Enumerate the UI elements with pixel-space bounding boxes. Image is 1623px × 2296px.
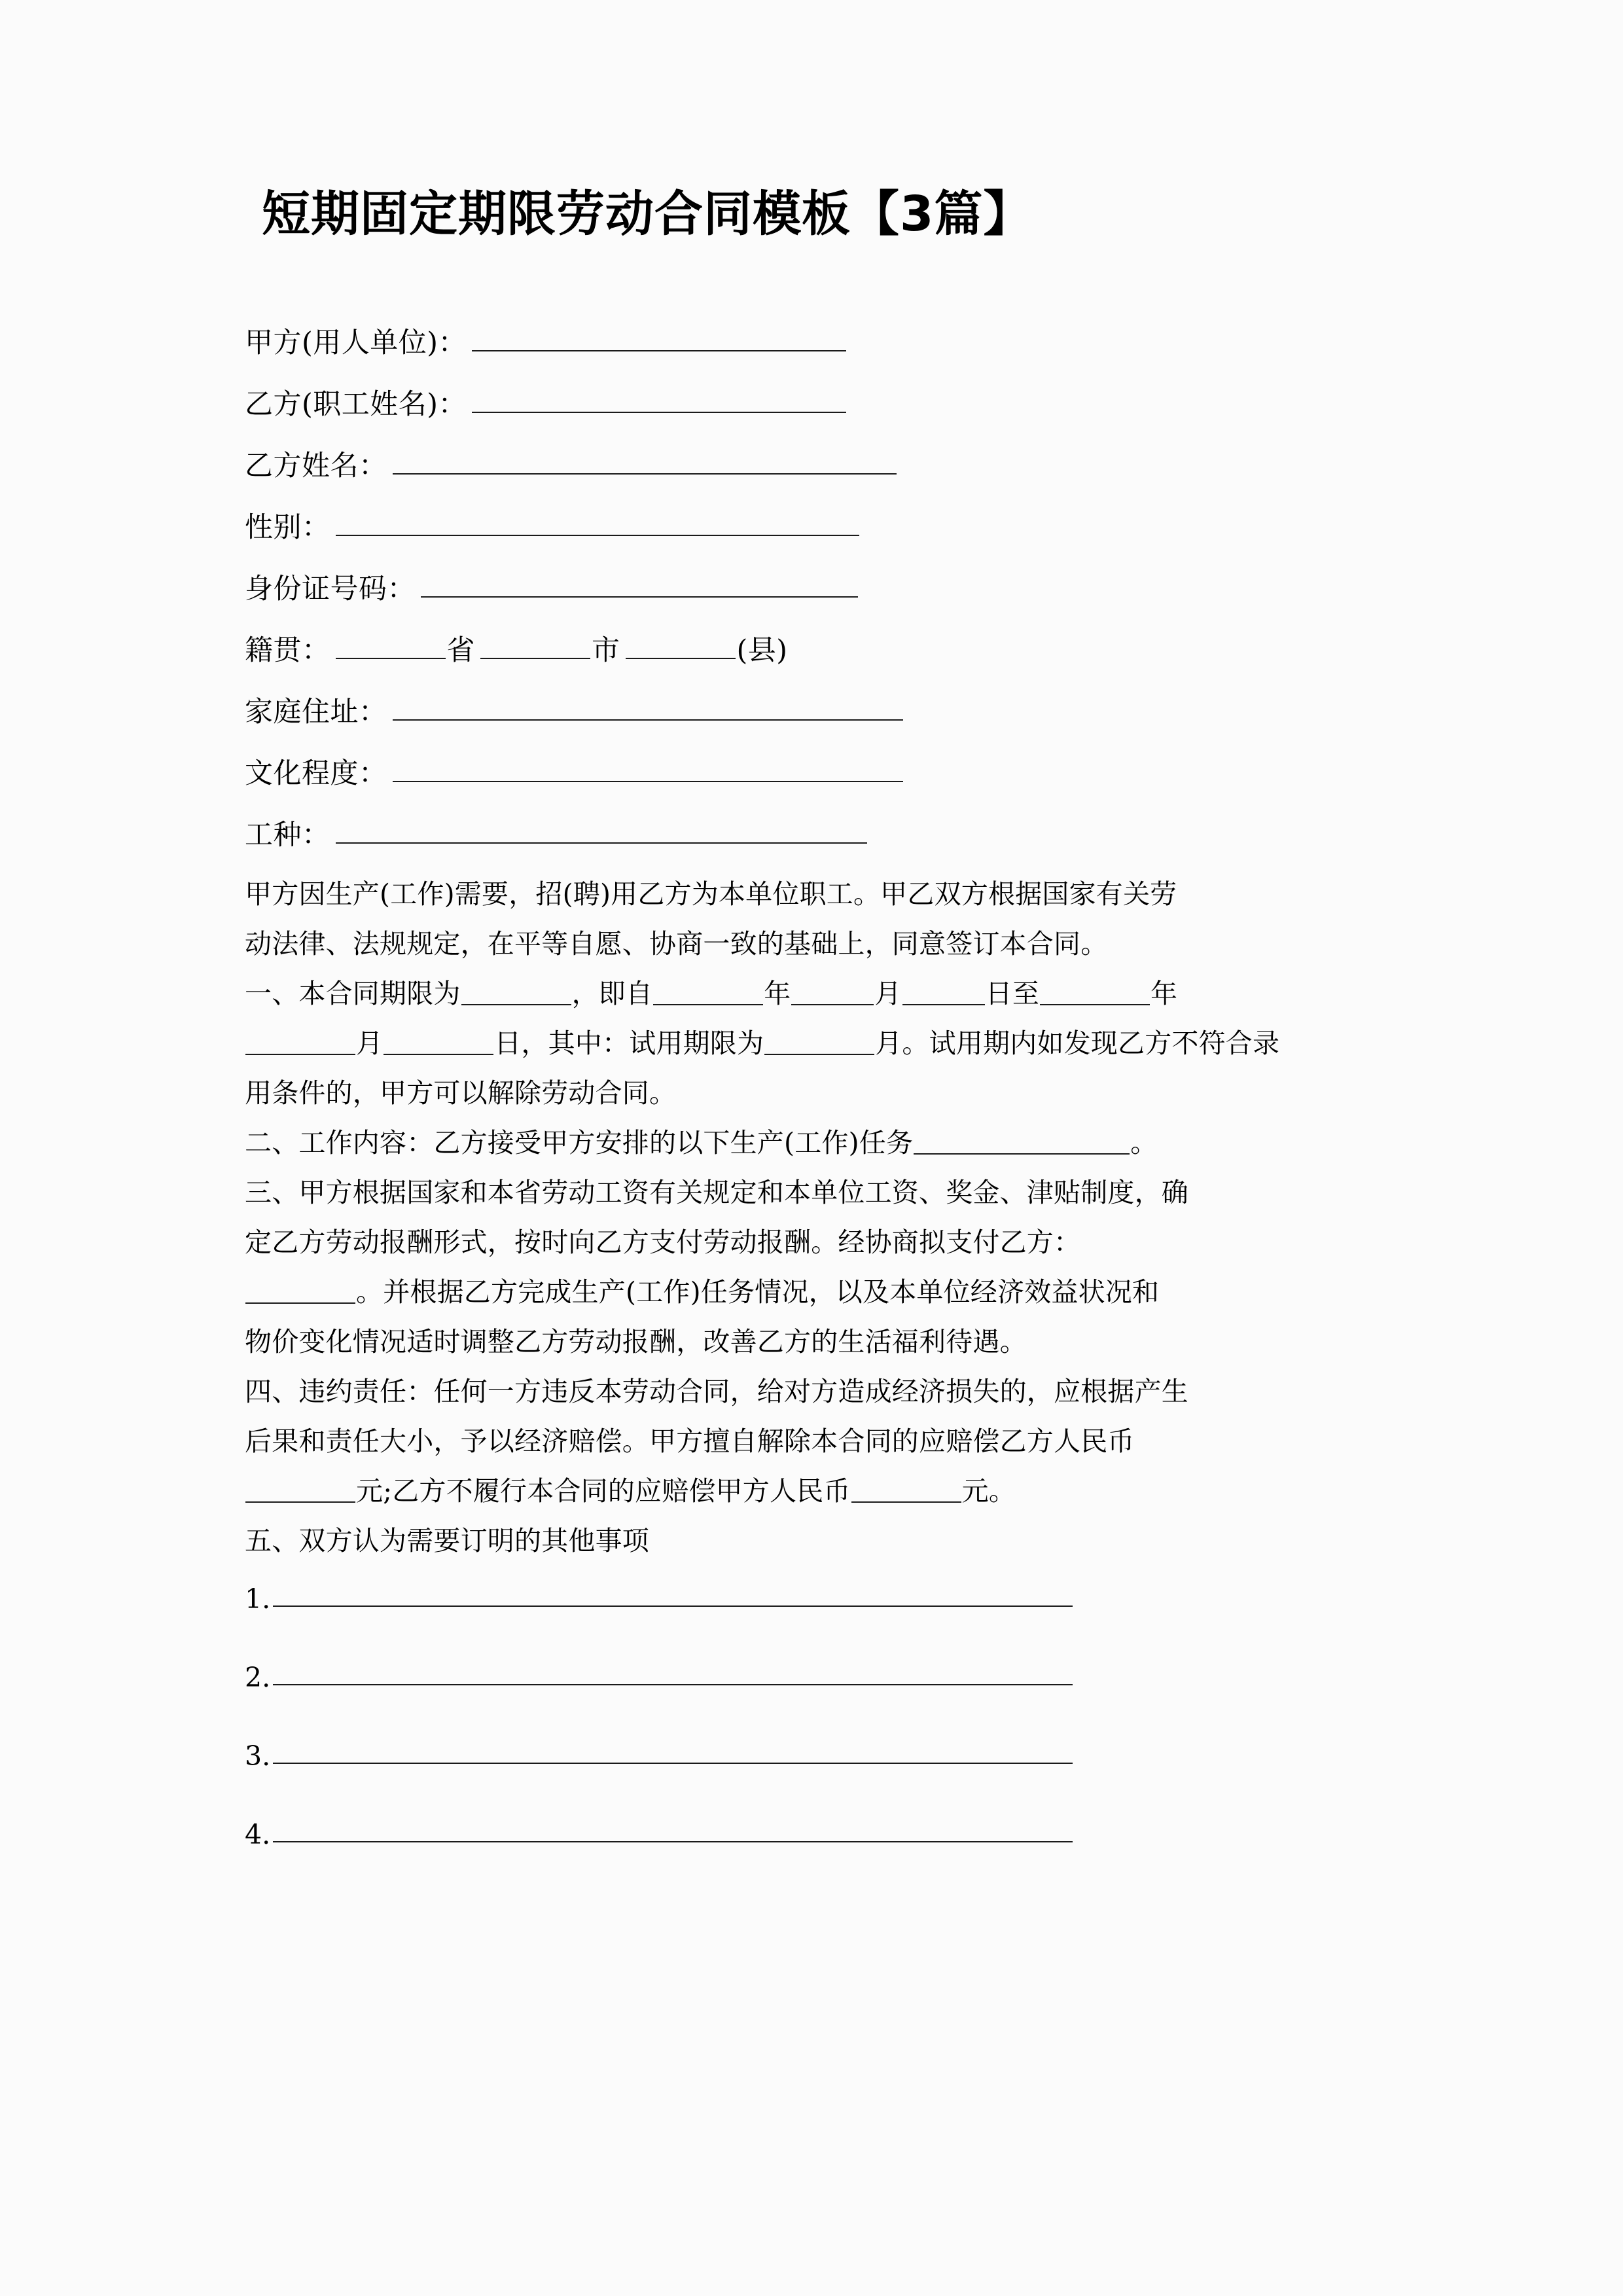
other-items-list [243, 1575, 1395, 1851]
field-blank-employee-name[interactable] [393, 473, 897, 475]
list-item-marker: 3. [245, 1740, 271, 1772]
field-label-party-b: 乙方(职工姓名)： [245, 388, 467, 422]
clause-one-text-a: 一、本合同期限为 [245, 978, 461, 1010]
page-title: 短期固定期限劳动合同模板【3篇】 [262, 186, 1033, 242]
field-row-gender [243, 500, 1395, 545]
native-place-province-suffix: 省 [446, 634, 475, 668]
clause-two-line-1 [245, 1118, 1395, 1168]
clause-one-blank-start-year[interactable] [653, 984, 763, 1005]
field-blank-party-b[interactable] [472, 411, 846, 413]
clause-three-line-3 [245, 1267, 1395, 1317]
field-row-party-a [243, 315, 1395, 360]
clause-one-text-g: 月 [356, 1028, 383, 1060]
field-row-home-address [243, 685, 1395, 729]
clause-one-text-e: 日至 [985, 978, 1040, 1010]
clause-two-paragraph [243, 1118, 1395, 1168]
field-blank-city[interactable] [480, 657, 590, 659]
list-item-blank[interactable] [273, 1605, 1073, 1607]
list-item-marker: 2. [245, 1662, 271, 1694]
clause-one-text-h: 日，其中：试用期限为 [494, 1028, 764, 1060]
field-blank-home-address[interactable] [393, 719, 903, 721]
list-item-blank[interactable] [273, 1840, 1073, 1842]
field-label-job-type: 工种： [245, 819, 330, 852]
field-label-party-a: 甲方(用人单位)： [245, 327, 467, 360]
clause-three-blank-wage[interactable] [245, 1283, 355, 1304]
clause-one-paragraph [243, 969, 1395, 1118]
clause-two-blank-tasks[interactable] [914, 1134, 1130, 1155]
field-blank-province[interactable] [336, 657, 446, 659]
clause-four-text-b: 元;乙方不履行本合同的应赔偿甲方人民币 [356, 1475, 851, 1507]
clause-two-text-b: 。 [1130, 1127, 1158, 1159]
field-label-gender: 性别： [245, 511, 330, 545]
clause-one-blank-start-day[interactable] [902, 984, 985, 1005]
field-row-party-b [243, 377, 1395, 422]
clause-three-line-1: 三、甲方根据国家和本省劳动工资有关规定和本单位工资、奖金、津贴制度，确 [245, 1177, 1188, 1209]
clause-three-line-4: 物价变化情况适时调整乙方劳动报酬，改善乙方的生活福利待遇。 [245, 1326, 1027, 1358]
field-blank-id-number[interactable] [421, 596, 858, 598]
field-label-employee-name: 乙方姓名： [245, 450, 387, 483]
field-blank-job-type[interactable] [336, 842, 867, 844]
field-label-education: 文化程度： [245, 757, 387, 791]
clause-four-line-3 [245, 1466, 1395, 1516]
field-row-native-place [243, 623, 1395, 668]
clause-one-line-2 [245, 1018, 1395, 1068]
clause-one-blank-term[interactable] [461, 984, 571, 1005]
clause-three-line-2: 定乙方劳动报酬形式，按时向乙方支付劳动报酬。经协商拟支付乙方： [245, 1227, 1081, 1259]
document-content [243, 0, 1395, 1889]
native-place-city-suffix: 市 [592, 634, 620, 668]
clause-four-line-1: 四、违约责任：任何一方违反本劳动合同，给对方造成经济损失的，应根据产生 [245, 1376, 1188, 1408]
clause-five-heading [243, 1516, 1395, 1566]
clause-one-text-i: 月。试用期内如发现乙方不符合录 [875, 1028, 1280, 1060]
party-info-form [243, 315, 1395, 850]
list-item-marker: 4. [245, 1819, 271, 1851]
list-item-marker: 1. [245, 1583, 271, 1615]
field-blank-party-a[interactable] [472, 350, 846, 351]
clause-one-line-1 [245, 969, 1395, 1018]
clause-four-line-2: 后果和责任大小，予以经济赔偿。甲方擅自解除本合同的应赔偿乙方人民币 [245, 1426, 1135, 1458]
list-item [243, 1653, 1395, 1694]
clause-three-text-b: 。并根据乙方完成生产(工作)任务情况，以及本单位经济效益状况和 [356, 1276, 1160, 1308]
clause-four-text-d: 元。 [961, 1475, 1016, 1507]
clause-three-paragraph [243, 1168, 1395, 1367]
list-item [243, 1810, 1395, 1851]
clause-one-blank-probation-months[interactable] [764, 1034, 874, 1055]
clause-two-text-a: 二、工作内容：乙方接受甲方安排的以下生产(工作)任务 [245, 1127, 914, 1159]
preamble-line-2: 动法律、法规规定，在平等自愿、协商一致的基础上，同意签订本合同。 [245, 928, 1108, 960]
field-blank-gender[interactable] [336, 534, 859, 536]
field-label-home-address: 家庭住址： [245, 696, 387, 729]
native-place-county-suffix: (县) [736, 634, 788, 668]
list-item-blank[interactable] [273, 1762, 1073, 1764]
list-item [243, 1575, 1395, 1613]
clause-one-line-3: 用条件的，甲方可以解除劳动合同。 [245, 1077, 677, 1109]
clause-one-text-c: 年 [764, 978, 791, 1010]
field-row-id-number [243, 562, 1395, 606]
clause-one-blank-end-day[interactable] [383, 1034, 493, 1055]
field-label-native-place: 籍贯： [245, 634, 330, 668]
field-row-employee-name [243, 439, 1395, 483]
clause-five-heading-text: 五、双方认为需要订明的其他事项 [245, 1525, 649, 1557]
field-label-id-number: 身份证号码： [245, 573, 416, 606]
list-item [243, 1732, 1395, 1770]
list-item-blank[interactable] [273, 1683, 1073, 1685]
field-row-job-type [243, 808, 1395, 850]
clause-one-text-d: 月 [874, 978, 902, 1010]
clause-four-paragraph [243, 1367, 1395, 1516]
field-row-education [243, 746, 1395, 791]
clause-one-text-f: 年 [1150, 978, 1178, 1010]
clause-four-blank-party-b-penalty[interactable] [851, 1482, 961, 1503]
clause-four-blank-party-a-penalty[interactable] [245, 1482, 355, 1503]
clause-one-blank-end-year[interactable] [1040, 984, 1150, 1005]
preamble-line-1: 甲方因生产(工作)需要，招(聘)用乙方为本单位职工。甲乙双方根据国家有关劳 [245, 878, 1177, 910]
field-blank-education[interactable] [393, 780, 903, 782]
clause-one-blank-start-month[interactable] [791, 984, 874, 1005]
field-blank-county[interactable] [626, 657, 736, 659]
clause-one-blank-end-month[interactable] [245, 1034, 355, 1055]
clause-one-text-b: ，即自 [571, 978, 653, 1010]
preamble-paragraph [243, 869, 1395, 969]
